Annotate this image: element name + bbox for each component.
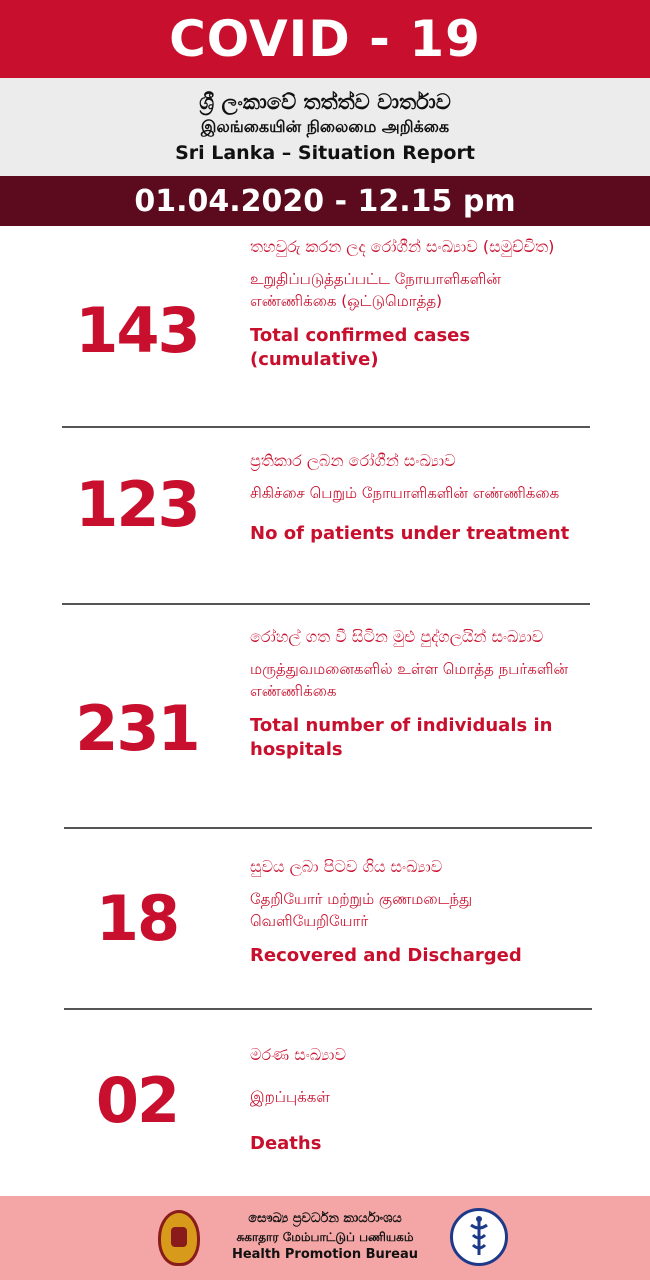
divider xyxy=(64,1008,592,1010)
stat-deaths xyxy=(62,1044,590,1184)
sri-lanka-emblem-icon xyxy=(158,1210,200,1266)
stat-label-sinhala: රෝහල් ගත වී සිටින මුළු පුද්ගලයින් සංඛ්‍යාව xyxy=(250,627,544,646)
stat-label-tamil: சிகிச்சை பெறும் நோயாளிகளின் எண்ணிக்கை xyxy=(250,484,560,502)
stat-label-english: Deaths xyxy=(250,1133,322,1154)
stat-value: 143 xyxy=(75,294,199,367)
footer-org-name xyxy=(210,1210,440,1264)
divider xyxy=(62,603,590,605)
stat-label-sinhala: තහවුරු කරන ලද රෝගීන් සංඛ්‍යාව (සමුච්චිත) xyxy=(250,237,555,256)
report-date: 01.04.2020 - 12.15 pm xyxy=(0,176,650,226)
caduceus-icon xyxy=(453,1211,505,1263)
stat-confirmed-cases xyxy=(62,236,590,426)
footer-org-sinhala: සෞඛ්‍ය ප්‍රවර්ධන කාර්යාංශය xyxy=(248,1211,402,1226)
stat-value: 231 xyxy=(75,692,199,765)
stat-label-tamil: இறப்புக்கள் xyxy=(250,1088,330,1106)
stat-value: 18 xyxy=(95,882,179,955)
stat-label-sinhala: මරණ සංඛ්‍යාව xyxy=(250,1045,346,1064)
stat-label-sinhala: ප්‍රතිකාර ලබන රෝගීන් සංඛ්‍යාව xyxy=(250,451,456,470)
footer-org-english: Health Promotion Bureau xyxy=(231,1247,419,1262)
stat-label-tamil: தேறியோர் மற்றும் குணமடைந்து வெளியேறியோர் xyxy=(250,890,473,930)
footer xyxy=(0,1196,650,1280)
footer-org-tamil: சுகாதார மேம்பாட்டுப் பணியகம் xyxy=(236,1230,414,1244)
stat-label-tamil: மருத்துவமனைகளில் உள்ள மொத்த நபர்களின் எண்ணிக்கை xyxy=(250,660,568,700)
stat-in-hospitals xyxy=(62,626,590,826)
stat-label-tamil: உறுதிப்படுத்தப்பட்ட நோயாளிகளின் எண்ணிக்கை (ஒட்டுமொத்த) xyxy=(250,270,501,310)
stat-label-english: Recovered and Discharged xyxy=(250,945,522,966)
subtitle-tamil: இலங்கையின் நிலைமை அறிக்கை xyxy=(200,117,450,136)
divider xyxy=(62,426,590,428)
stat-value: 02 xyxy=(95,1064,179,1137)
subtitle-english: Sri Lanka – Situation Report xyxy=(175,142,475,164)
stat-label-english: No of patients under treatment xyxy=(250,523,570,544)
stat-label-english: Total confirmed cases (cumulative) xyxy=(250,325,471,370)
page-title: COVID - 19 xyxy=(0,0,650,78)
health-promotion-bureau-logo-icon xyxy=(450,1208,508,1266)
subtitle-block xyxy=(0,78,650,176)
stat-value: 123 xyxy=(75,468,199,541)
stat-recovered xyxy=(62,856,590,1006)
stat-under-treatment xyxy=(62,450,590,600)
divider xyxy=(64,827,592,829)
stat-label-sinhala: සුවය ලබා පිටව ගිය සංඛ්‍යාව xyxy=(250,857,443,876)
subtitle-sinhala: ශ්‍රී ලංකාවේ තත්ත්ව වාර්තාව xyxy=(199,90,451,114)
stat-label-english: Total number of individuals in hospitals xyxy=(250,715,553,760)
